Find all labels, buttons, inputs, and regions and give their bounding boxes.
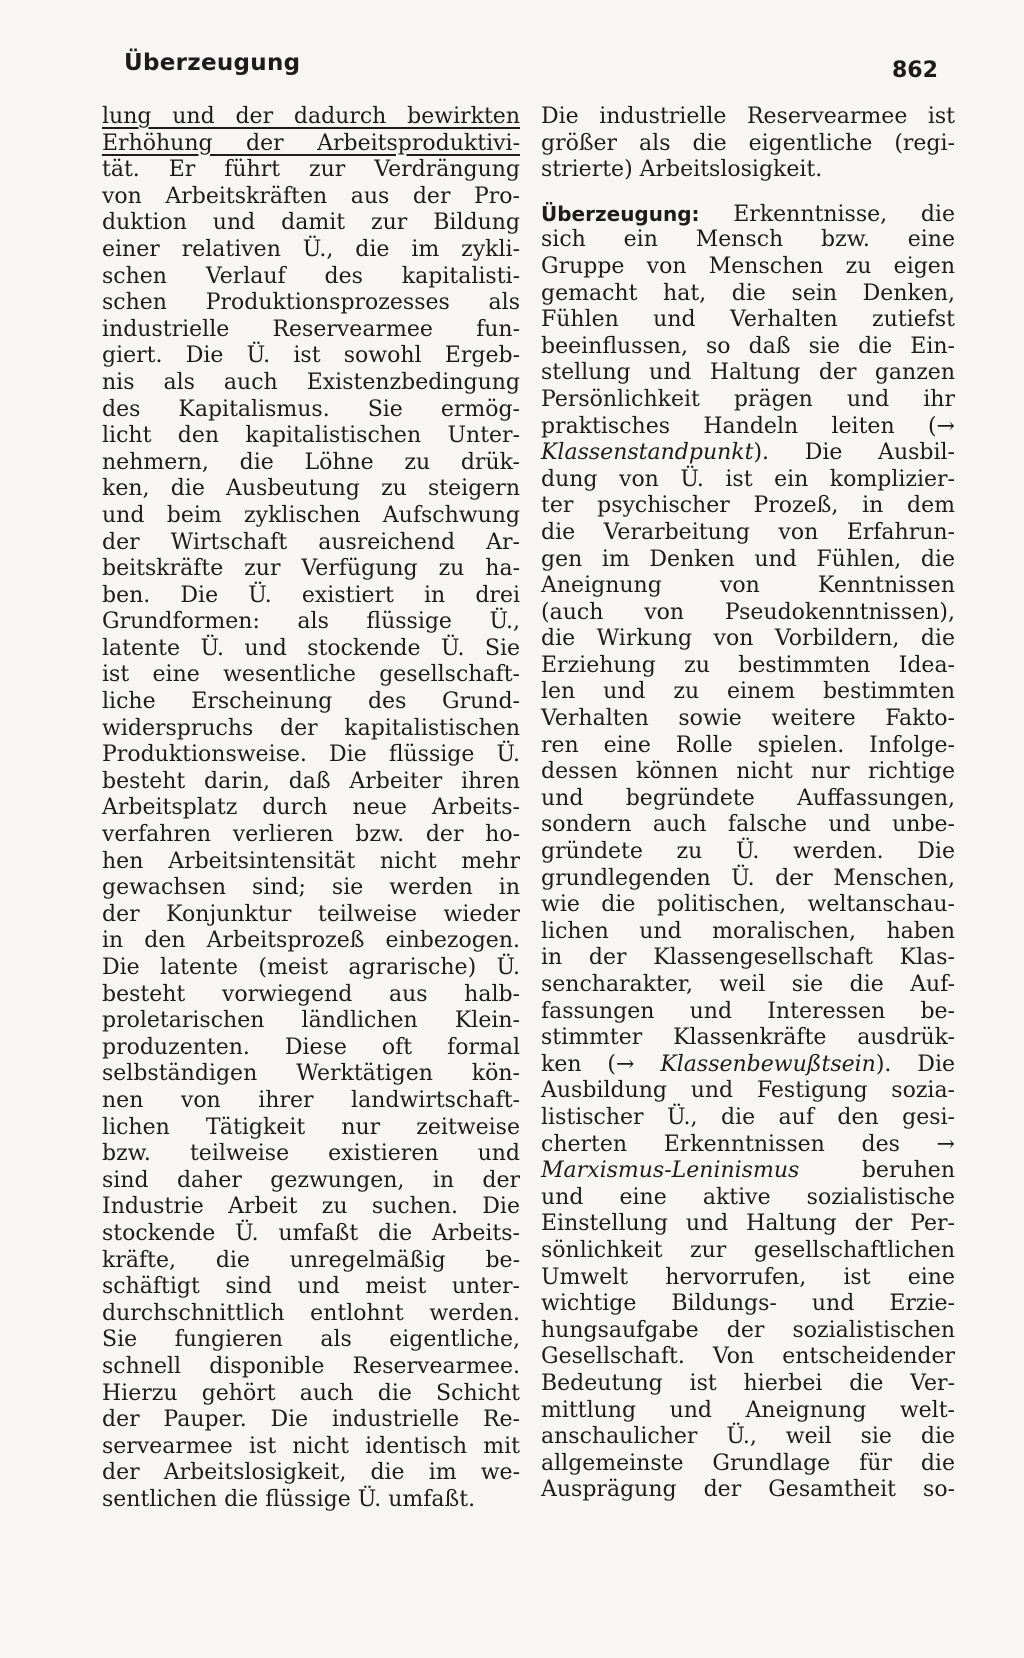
text-line: lichen und moralischen, haben	[541, 918, 955, 944]
text-line: der Pauper. Die industrielle Re-	[102, 1407, 520, 1433]
text-line: gemacht hat, die sein Denken,	[541, 280, 955, 306]
text-line: hen Arbeitsintensität nicht mehr	[102, 848, 520, 874]
text-line: durchschnittlich entlohnt werden.	[102, 1300, 520, 1326]
running-head: Überzeugung	[124, 50, 301, 76]
text-line: len und zu einem bestimmten	[541, 679, 955, 705]
text-line: Hierzu gehört auch die Schicht	[102, 1380, 520, 1406]
text-line: verfahren verlieren bzw. der ho-	[102, 822, 520, 848]
ref3-after-text: beruhen	[861, 1158, 955, 1184]
text-line: schen Verlauf des kapitalisti-	[102, 263, 520, 289]
text-line: ben. Die Ü. existiert in drei	[102, 582, 520, 608]
text-line: gründete zu Ü. werden. Die	[541, 839, 955, 865]
text-line: duktion und damit zur Bildung	[102, 210, 520, 236]
text-line: ren eine Rolle spielen. Infolge-	[541, 732, 955, 758]
text-line: Bedeutung ist hierbei die Ver-	[541, 1370, 955, 1396]
text-line: giert. Die Ü. ist sowohl Ergeb-	[102, 343, 520, 369]
text-line: bzw. teilweise existieren und	[102, 1141, 520, 1167]
continued-text	[541, 104, 955, 184]
entry-text-part-c	[541, 1078, 955, 1158]
text-line: proletarischen ländlichen Klein-	[102, 1008, 520, 1034]
text-line: größer als die eigentliche (regi-	[541, 130, 955, 156]
entry-first-line	[541, 201, 955, 228]
text-line: widerspruchs der kapitalistischen	[102, 715, 520, 741]
text-line: cherten Erkenntnissen des →	[541, 1131, 955, 1157]
text-line: nis als auch Existenzbedingung	[102, 369, 520, 395]
text-line: nen von ihrer landwirtschaft-	[102, 1087, 520, 1113]
text-line: die Verarbeitung von Erfahrun-	[541, 519, 955, 545]
text-line: dessen können nicht nur richtige	[541, 759, 955, 785]
text-line: Industrie Arbeit zu suchen. Die	[102, 1194, 520, 1220]
text-line: sind daher gezwungen, in der	[102, 1167, 520, 1193]
text-line: sencharakter, weil sie die Auf-	[541, 972, 955, 997]
text-line: Einstellung und Haltung der Per-	[541, 1211, 955, 1237]
ref2-before-text: ken (→	[541, 1051, 661, 1077]
text-line: von Arbeitskräften aus der Pro-	[102, 183, 520, 209]
text-line: des Kapitalismus. Sie ermög-	[102, 396, 520, 422]
text-line: stellung und Haltung der ganzen	[541, 360, 955, 386]
right-column	[541, 104, 955, 1504]
ref2-after-text: ). Die	[875, 1051, 956, 1077]
text-line: Erhöhung der Arbeitsproduktivi-	[102, 130, 520, 156]
text-line: und begründete Auffassungen,	[541, 785, 955, 811]
text-line: Ausprägung der Gesamtheit so-	[541, 1477, 955, 1503]
text-line: Erziehung zu bestimmten Idea-	[541, 652, 955, 678]
text-line: stimmter Klassenkräfte ausdrük-	[541, 1025, 955, 1051]
text-line: fassungen und Interessen be-	[541, 998, 955, 1024]
text-line: gen im Denken und Fühlen, die	[541, 546, 955, 572]
left-column	[102, 104, 520, 1513]
entry-text-part-d	[541, 1185, 955, 1504]
text-line: Fühlen und Verhalten zutiefst	[541, 307, 955, 333]
text-line: Sie fungieren als eigentliche,	[102, 1327, 520, 1353]
text-line: lichen Tätigkeit nur zeitweise	[102, 1114, 520, 1140]
text-line: und eine aktive sozialistische	[541, 1184, 955, 1210]
text-line: besteht vorwiegend aus halb-	[102, 981, 520, 1007]
text-line: sentlichen die flüssige Ü. umfaßt.	[102, 1486, 476, 1512]
text-line: Arbeitsplatz durch neue Arbeits-	[102, 795, 520, 821]
cross-reference-klassenbewusstsein[interactable]: Klassenbewußtsein	[660, 1051, 876, 1077]
ref-line-3	[541, 1158, 955, 1185]
text-line: nehmern, die Löhne zu drük-	[102, 449, 520, 475]
entry-text-part-b	[541, 467, 955, 1052]
text-line: in der Klassengesellschaft Klas-	[541, 945, 955, 971]
text-line: latente Ü. und stockende Ü. Sie	[102, 635, 520, 661]
text-line: schäftigt sind und meist unter-	[102, 1274, 520, 1300]
ref1-after-text: ). Die Ausbil-	[753, 440, 955, 466]
text-line: listischer Ü., die auf den gesi-	[541, 1104, 955, 1130]
text-line: Ausbildung und Festigung sozia-	[541, 1078, 955, 1104]
text-line: ter psychischer Prozeß, in dem	[541, 493, 955, 519]
ref-line-2	[541, 1052, 955, 1079]
text-line: ist eine wesentliche gesellschaft-	[102, 662, 520, 688]
text-line: schnell disponible Reservearmee.	[102, 1353, 520, 1379]
text-line: gewachsen sind; sie werden in	[102, 875, 520, 901]
text-line: selbständigen Werktätigen kön-	[102, 1061, 520, 1087]
text-line: ken, die Ausbeutung zu steigern	[102, 476, 520, 502]
cross-reference-marxismus-leninismus[interactable]: Marxismus-Leninismus	[541, 1158, 800, 1184]
text-line: Grundformen: als flüssige Ü.,	[102, 609, 520, 635]
text-line: liche Erscheinung des Grund-	[102, 689, 520, 715]
text-line: produzenten. Diese oft formal	[102, 1034, 520, 1060]
text-line: beitskräfte zur Verfügung zu ha-	[102, 556, 520, 582]
text-line: wichtige Bildungs- und Erzie-	[541, 1291, 955, 1317]
text-line: strierte) Arbeitslosigkeit.	[541, 157, 823, 183]
text-line: hungsaufgabe der sozialistischen	[541, 1317, 955, 1343]
text-line: Aneignung von Kenntnissen	[541, 573, 955, 599]
text-line: beeinflussen, so daß sie die Ein-	[541, 333, 955, 359]
text-line: dung von Ü. ist ein komplizier-	[541, 466, 955, 492]
text-line: stockende Ü. umfaßt die Arbeits-	[102, 1220, 520, 1246]
text-line: einer relativen Ü., die im zykli-	[102, 236, 520, 262]
text-line: der Wirtschaft ausreichend Ar-	[102, 529, 520, 555]
text-line: Gruppe von Menschen zu eigen	[541, 253, 955, 279]
text-line: licht den kapitalistischen Unter-	[102, 423, 520, 449]
entry-text-part-a	[541, 227, 955, 440]
cross-reference-klassenstandpunkt[interactable]: Klassenstandpunkt	[541, 440, 754, 466]
text-line: mittlung und Aneignung welt-	[541, 1397, 955, 1423]
text-line: (auch von Pseudokenntnissen),	[541, 599, 955, 625]
text-line: tät. Er führt zur Verdrängung	[102, 157, 520, 183]
text-line: und beim zyklischen Aufschwung	[102, 502, 520, 528]
text-line: servearmee ist nicht identisch mit	[102, 1433, 520, 1459]
text-line: grundlegenden Ü. der Menschen,	[541, 865, 955, 891]
text-line: besteht darin, daß Arbeiter ihren	[102, 768, 520, 794]
text-line: lung und der dadurch bewirkten	[102, 104, 520, 129]
text-line: Persönlichkeit prägen und ihr	[541, 386, 955, 412]
text-line: sondern auch falsche und unbe-	[541, 812, 955, 838]
text-line: Verhalten sowie weitere Fakto-	[541, 706, 955, 732]
text-line: schen Produktionsprozesses als	[102, 290, 520, 316]
text-line: Produktionsweise. Die flüssige Ü.	[102, 742, 520, 768]
text-line: wie die politischen, weltanschau-	[541, 892, 955, 918]
text-line: sönlichkeit zur gesellschaftlichen	[541, 1237, 955, 1263]
text-line: Die latente (meist agrarische) Ü.	[102, 955, 520, 980]
text-line: der Arbeitslosigkeit, die im we-	[102, 1460, 520, 1486]
text-line: anschaulicher Ü., weil sie die	[541, 1424, 955, 1450]
text-line: der Konjunktur teilweise wieder	[102, 901, 520, 927]
text-line: sich ein Mensch bzw. eine	[541, 227, 955, 253]
text-line: die Wirkung von Vorbildern, die	[541, 626, 955, 652]
entry-headword: Überzeugung:	[541, 201, 700, 226]
text-line: allgemeinste Grundlage für die	[541, 1450, 955, 1476]
text-line: kräfte, die unregelmäßig be-	[102, 1247, 520, 1273]
ref-line-1	[541, 440, 955, 467]
text-line: Gesellschaft. Von entscheidender	[541, 1344, 955, 1370]
entry-first-line-text: Erkenntnisse, die	[733, 201, 955, 227]
page-number: 862	[892, 58, 938, 83]
text-line: praktisches Handeln leiten (→	[541, 413, 955, 439]
text-line: industrielle Reservearmee fun-	[102, 316, 520, 342]
text-line: Umwelt hervorrufen, ist eine	[541, 1264, 955, 1290]
text-line: in den Arbeitsprozeß einbezogen.	[102, 928, 520, 954]
text-line: Die industrielle Reservearmee ist	[541, 104, 955, 129]
